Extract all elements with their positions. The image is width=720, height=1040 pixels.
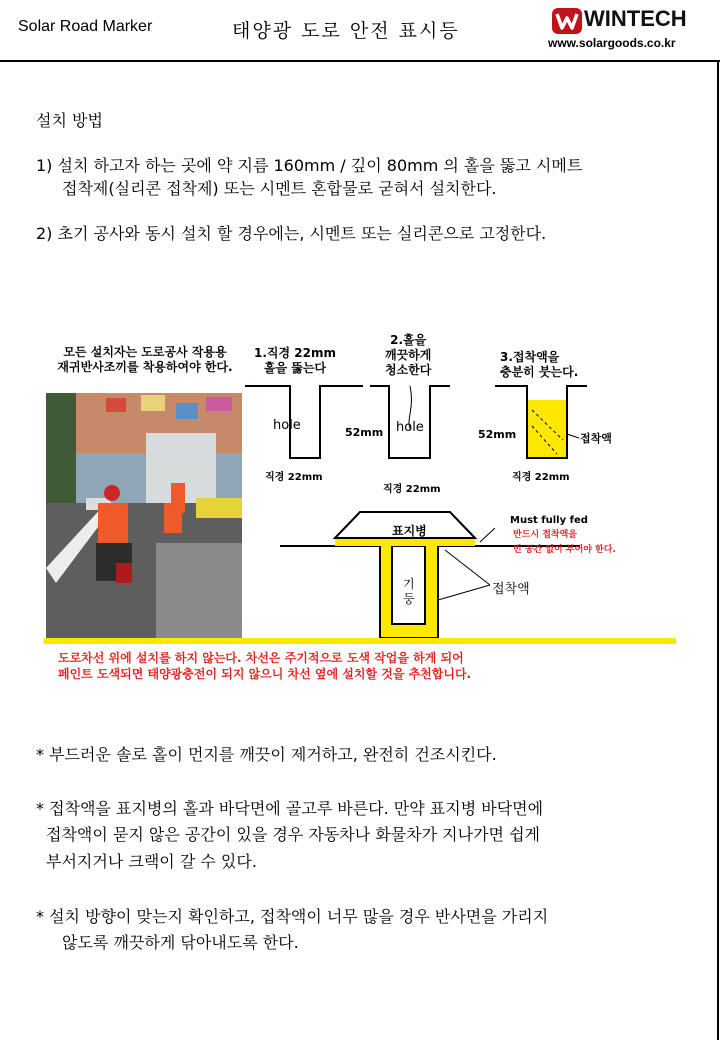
marker-label: 표지병	[392, 524, 427, 538]
logo-url: www.solargoods.co.kr	[548, 36, 676, 50]
adhesive-pointer	[567, 434, 579, 438]
diameter-label: 직경 22mm	[512, 472, 570, 483]
step-1-line-2: 접착제(실리콘 접착제) 또는 시멘트 혼합물로 굳혀서 설치한다.	[62, 179, 497, 198]
note-2-line-1: * 접착액을 표지병의 홀과 바닥면에 골고루 바른다. 만약 표지병 바닥면에	[36, 799, 544, 818]
step-1-line-1: 1) 설치 하고자 하는 곳에 약 지름 160mm / 깊이 80mm 의 홀을 뚫고 시메트	[36, 156, 583, 175]
section-title: 설치 방법	[36, 111, 103, 130]
english-note: Must fully fed	[510, 515, 588, 526]
diameter-label: 직경 22mm	[383, 484, 441, 495]
adhesive-pointer	[445, 550, 490, 585]
hole-label: hole	[396, 420, 424, 435]
page-header	[0, 0, 720, 60]
wintech-logo-icon	[552, 8, 582, 34]
installation-photo	[46, 393, 242, 640]
safety-note: 모든 설치자는 도로공사 작용용 재귀반사조끼를 착용하여야 한다.	[57, 345, 233, 374]
step-1-hole	[245, 386, 363, 458]
step-1-label: 1.직경 22mm 홀을 뚫는다	[254, 346, 336, 375]
adhesive-pointer	[438, 585, 490, 600]
adhesive-fill	[528, 400, 566, 458]
adhesive-label: 접착액	[580, 432, 612, 445]
note-2-line-3: 부서지거나 크랙이 갈 수 있다.	[46, 852, 257, 871]
depth-label: 52mm	[345, 426, 384, 439]
adhesive-label: 접착액	[492, 582, 530, 597]
adhesive-layer	[335, 538, 475, 546]
note-1: * 부드러운 솔로 홀이 먼지를 깨끗이 제거하고, 완전히 건조시킨다.	[36, 745, 497, 764]
note-3-line-2: 않도록 깨끗하게 닦아내도록 한다.	[62, 933, 299, 952]
right-border	[717, 60, 719, 1040]
note-pointer	[480, 528, 495, 542]
lane-warning: 도로차선 위에 설치를 하지 않는다. 차선은 주기적으로 도색 작업을 하게 되어 페인트 도색되면 태양광충전이 되지 않으니 차선 옆에 설치할 것을 추천합니다.	[58, 651, 472, 681]
product-label: Solar Road Marker	[18, 18, 153, 35]
lane-bar	[44, 638, 676, 644]
road-scene-image	[46, 393, 242, 640]
post-label: 기 둥	[403, 577, 415, 606]
company-logo	[548, 6, 718, 56]
note-2-line-2: 접착액이 묻지 않은 공간이 있을 경우 자동차나 화물차가 지나가면 쉽게	[46, 825, 540, 844]
page-title: 태양광 도로 안전 표시등	[232, 20, 460, 42]
step-3-label: 3.접착액을 충분히 붓는다.	[500, 350, 579, 379]
header-divider	[0, 60, 720, 62]
fill-warning: 반드시 접착액을 빈 공간 없이 부어야 한다.	[513, 530, 616, 555]
hole-label: hole	[273, 418, 301, 433]
note-3-line-1: * 설치 방향이 맞는지 확인하고, 접착액이 너무 많을 경우 반사면을 가리지	[36, 907, 549, 926]
depth-label: 52mm	[478, 428, 517, 441]
diameter-label: 직경 22mm	[265, 472, 323, 483]
logo-wordmark: WINTECH	[584, 6, 687, 31]
step-2: 2) 초기 공사와 동시 설치 할 경우에는, 시멘트 또는 실리콘으로 고정한다.	[36, 224, 547, 243]
step-2-label: 2.홀을 깨끗하게 청소한다	[385, 333, 432, 377]
